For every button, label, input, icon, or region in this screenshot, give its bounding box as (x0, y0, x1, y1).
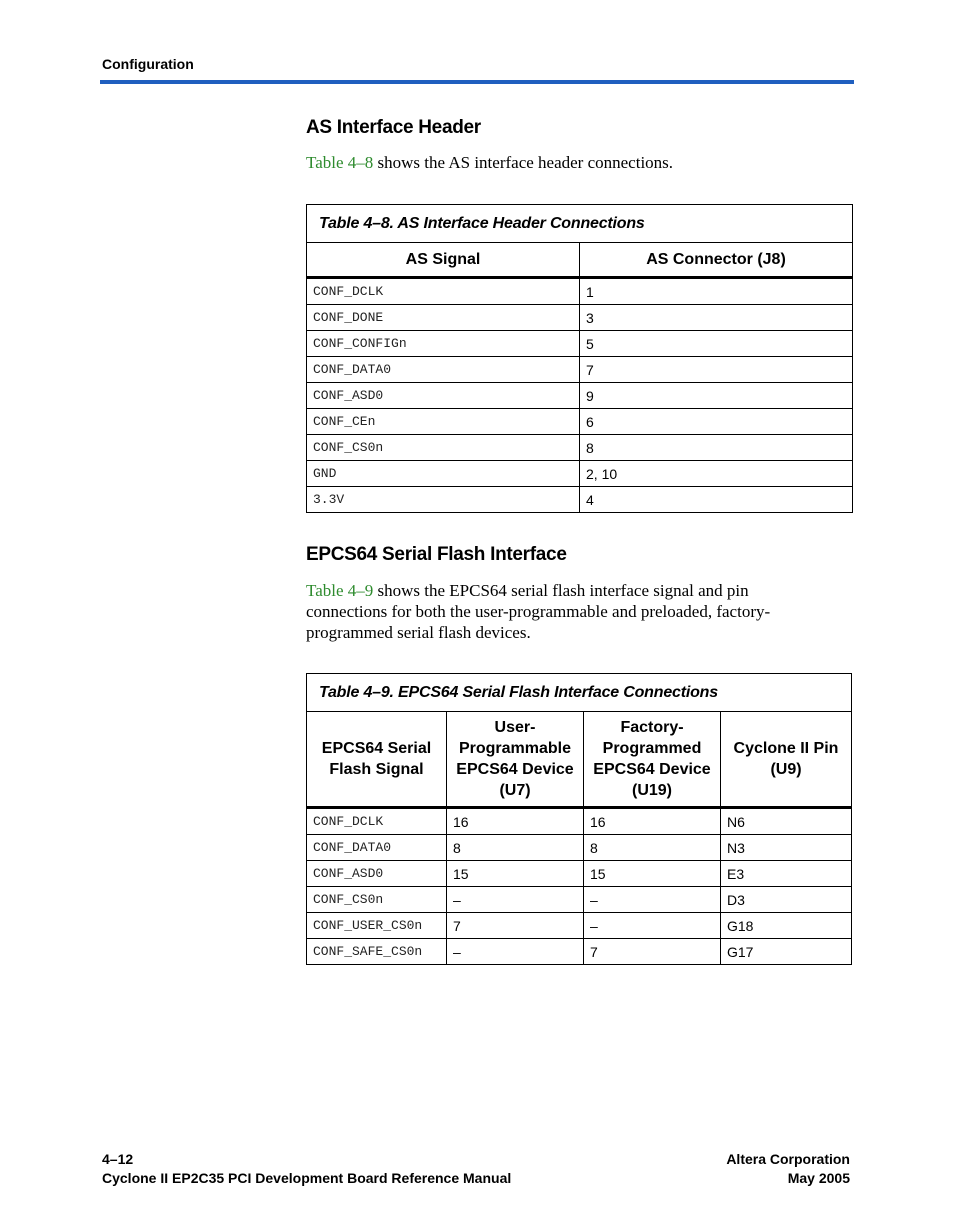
signal-cell: CONF_CS0n (307, 435, 580, 461)
value-cell: 4 (580, 487, 853, 513)
value-cell: 7 (584, 939, 721, 965)
table-row (307, 939, 852, 965)
value-cell: 6 (580, 409, 853, 435)
table-row (307, 887, 852, 913)
table-row (307, 808, 852, 835)
signal-cell: 3.3V (307, 487, 580, 513)
table-row (307, 835, 852, 861)
table-caption: Table 4–8. AS Interface Header Connections (307, 205, 853, 243)
manual-title: Cyclone II EP2C35 PCI Development Board Reference Manual (102, 1170, 512, 1186)
section-heading-epcs64: EPCS64 Serial Flash Interface (306, 544, 567, 565)
value-cell: – (584, 913, 721, 939)
column-header: EPCS64 Serial Flash Signal (307, 712, 447, 808)
table-row (307, 331, 853, 357)
value-cell: 15 (584, 861, 721, 887)
value-cell: 16 (584, 808, 721, 835)
signal-cell: CONF_SAFE_CS0n (307, 939, 447, 965)
signal-cell: CONF_DATA0 (307, 835, 447, 861)
table-row (307, 305, 853, 331)
table-row (307, 409, 853, 435)
column-header: Factory-Programmed EPCS64 Device (U19) (584, 712, 721, 808)
column-header: Cyclone II Pin (U9) (721, 712, 852, 808)
signal-cell: GND (307, 461, 580, 487)
company-name: Altera Corporation (726, 1151, 850, 1167)
value-cell: – (584, 887, 721, 913)
table-row (307, 278, 853, 305)
footer-right (726, 1150, 850, 1188)
table-4-9-link[interactable]: Table 4–9 (306, 581, 374, 600)
column-header: AS Connector (J8) (580, 243, 853, 278)
value-cell: D3 (721, 887, 852, 913)
value-cell: 3 (580, 305, 853, 331)
value-cell: 5 (580, 331, 853, 357)
signal-cell: CONF_CEn (307, 409, 580, 435)
as-interface-table (306, 204, 853, 513)
value-cell: – (447, 939, 584, 965)
value-cell: 2, 10 (580, 461, 853, 487)
signal-cell: CONF_DATA0 (307, 357, 580, 383)
signal-cell: CONF_CS0n (307, 887, 447, 913)
value-cell: E3 (721, 861, 852, 887)
value-cell: 8 (580, 435, 853, 461)
value-cell: – (447, 887, 584, 913)
table-caption: Table 4–9. EPCS64 Serial Flash Interface Connections (307, 674, 852, 712)
table-row (307, 435, 853, 461)
page-number: 4–12 (102, 1151, 134, 1167)
section-heading-as-interface: AS Interface Header (306, 117, 481, 138)
value-cell: 8 (584, 835, 721, 861)
value-cell: 9 (580, 383, 853, 409)
epcs64-interface-table (306, 673, 852, 965)
header-rule (100, 80, 854, 84)
value-cell: 15 (447, 861, 584, 887)
signal-cell: CONF_ASD0 (307, 383, 580, 409)
column-header: User-Programmable EPCS64 Device (U7) (447, 712, 584, 808)
section-paragraph-epcs64 (306, 580, 776, 643)
paragraph-text: shows the AS interface header connections. (373, 153, 674, 172)
table-row (307, 913, 852, 939)
table-row (307, 861, 852, 887)
value-cell: G17 (721, 939, 852, 965)
signal-cell: CONF_DONE (307, 305, 580, 331)
value-cell: 7 (580, 357, 853, 383)
footer-left (102, 1150, 511, 1188)
paragraph-text: shows the EPCS64 serial flash interface signal and pin connections for both the user-programmable and preloaded, factory-programmed serial flash devices. (306, 581, 771, 642)
value-cell: G18 (721, 913, 852, 939)
table-row (307, 487, 853, 513)
value-cell: 16 (447, 808, 584, 835)
table-row (307, 357, 853, 383)
signal-cell: CONF_ASD0 (307, 861, 447, 887)
section-paragraph-as (306, 152, 826, 173)
signal-cell: CONF_DCLK (307, 808, 447, 835)
table-row (307, 383, 853, 409)
running-header-section: Configuration (102, 56, 194, 72)
publication-date: May 2005 (787, 1170, 850, 1186)
value-cell: 1 (580, 278, 853, 305)
value-cell: N3 (721, 835, 852, 861)
table-row (307, 461, 853, 487)
signal-cell: CONF_USER_CS0n (307, 913, 447, 939)
value-cell: N6 (721, 808, 852, 835)
signal-cell: CONF_CONFIGn (307, 331, 580, 357)
value-cell: 7 (447, 913, 584, 939)
signal-cell: CONF_DCLK (307, 278, 580, 305)
column-header: AS Signal (307, 243, 580, 278)
value-cell: 8 (447, 835, 584, 861)
table-4-8-link[interactable]: Table 4–8 (306, 153, 374, 172)
